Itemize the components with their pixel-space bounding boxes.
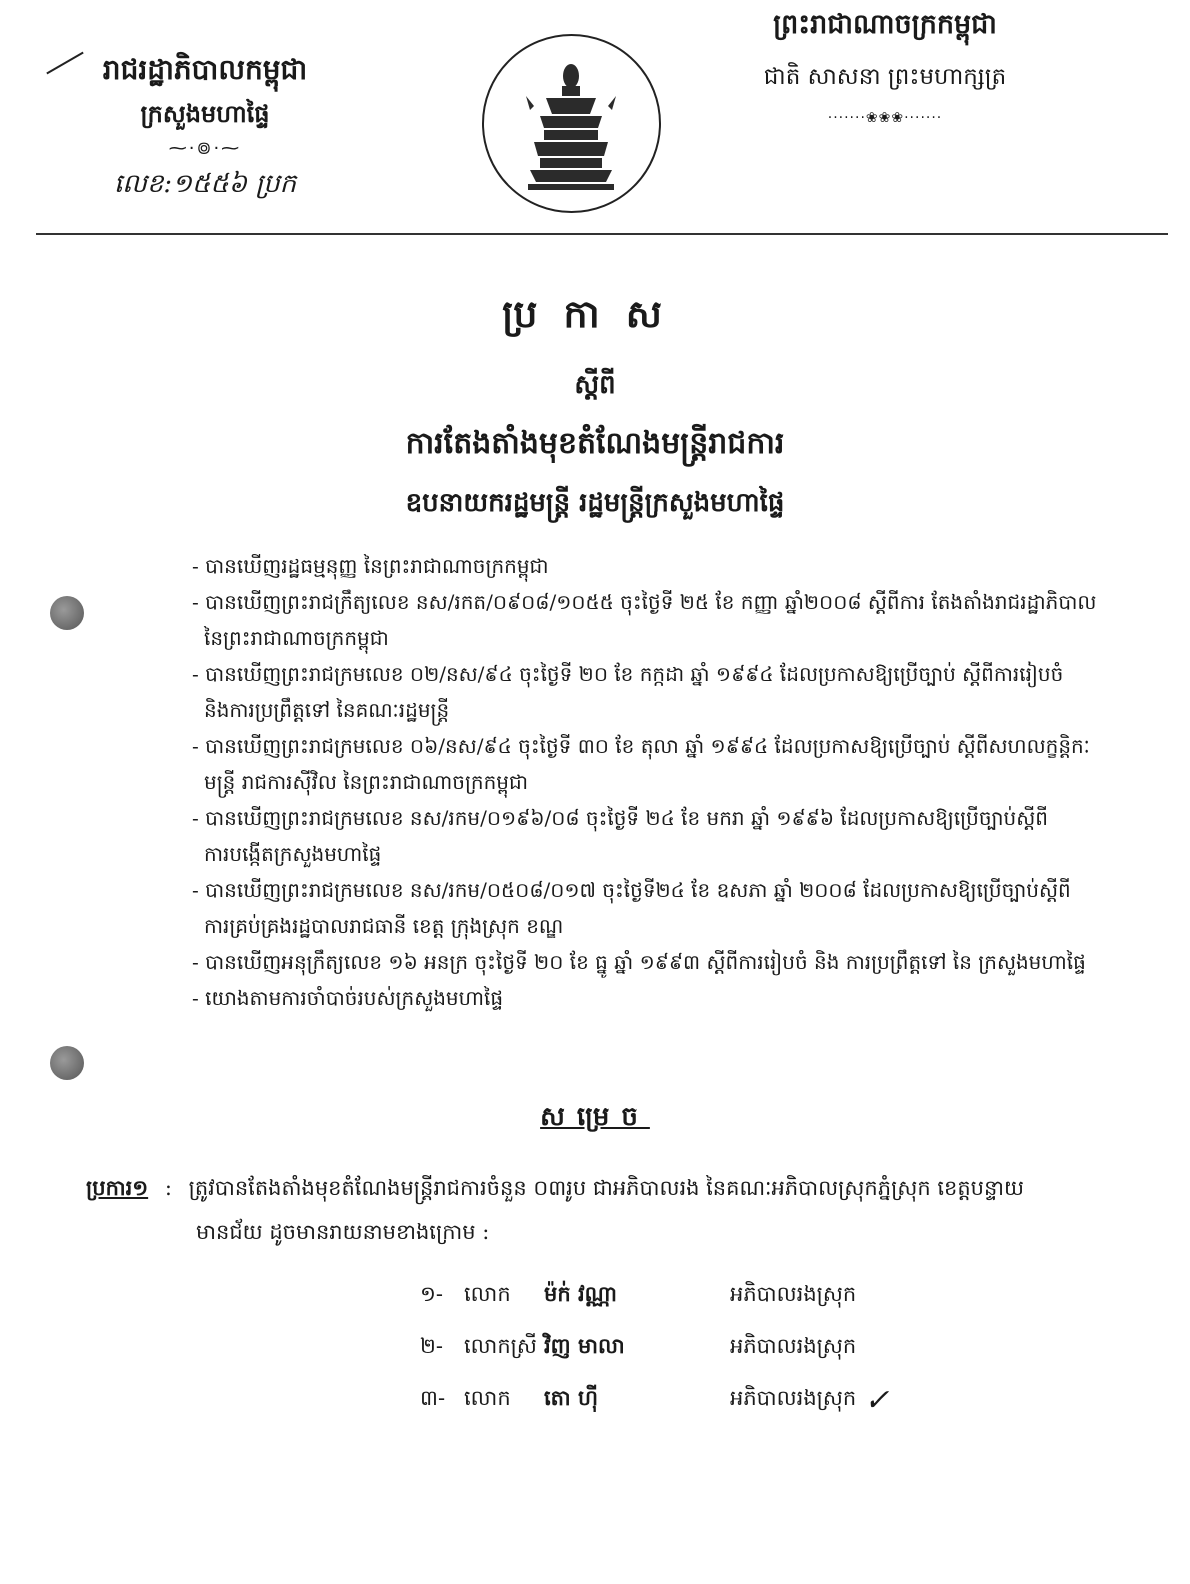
preamble-item: - បានឃើញអនុក្រឹត្យលេខ ១៦ អនក្រ ចុះថ្ងៃទី ២០ ខែ ធ្នូ ឆ្នាំ ១៩៩៣ ស្តីពីការរៀបចំ និង ការប្រព្រឹត្តទៅ នៃ ក្រសួងមហាផ្ទៃ — [192, 950, 1086, 974]
preamble-item-continuation: ការគ្រប់គ្រងរដ្ឋបាលរាជធានី ខេត្ត ក្រុងស្រុក ខណ្ឌ — [204, 914, 564, 938]
preamble-item-continuation: មន្ត្រី រាជការស៊ីវិល នៃព្រះរាជាណាចក្រកម្ពុជា — [204, 770, 529, 794]
appointee-number: ៣- — [420, 1385, 446, 1410]
preamble-list — [192, 548, 1132, 1016]
royal-emblem-icon — [484, 36, 659, 211]
appointee-list — [420, 1270, 980, 1426]
government-name: រាជរដ្ឋាភិបាលកម្ពុជា — [102, 53, 308, 86]
appointee-number: ១- — [420, 1281, 443, 1306]
appointee-title: លោក — [464, 1281, 511, 1306]
document-type-title: ប្រកាស — [502, 291, 688, 336]
title-block — [0, 290, 1190, 524]
appointee-name: តោ ហ៊ី — [544, 1384, 598, 1410]
binder-hole-top — [50, 596, 84, 630]
preamble-item: - បានឃើញព្រះរាជក្រមលេខ ០២/នស/៩៤ ចុះថ្ងៃទី ២០ ខែ កក្កដា ឆ្នាំ ១៩៩៤ ដែលប្រកាសឱ្យប្រើច្បាប់ ស្តីពីការរៀបចំ — [192, 662, 1064, 686]
preamble-item: - បានឃើញព្រះរាជក្រមលេខ នស/រកម/០៥០៨/០១៧ ចុះថ្ងៃទី២៤ ខែ ឧសភា ឆ្នាំ ២០០៨ ដែលប្រកាសឱ្យប្រើច្បាប់ស្តីពី — [192, 878, 1071, 902]
ministry-name: ក្រសួងមហាផ្ទៃ — [140, 99, 270, 128]
appointee-row — [420, 1374, 980, 1426]
left-header — [60, 52, 350, 205]
appointee-row — [420, 1270, 980, 1322]
header-ornament-right: ·······❀❀❀······· — [827, 110, 943, 126]
header-divider — [36, 233, 1168, 235]
appointee-title: លោក — [464, 1385, 511, 1410]
article-1-colon: : — [164, 1176, 172, 1200]
appointee-row — [420, 1322, 980, 1374]
preamble-item: - បានឃើញព្រះរាជក្រមលេខ នស/រកម/០១៩៦/០៨ ចុះថ្ងៃទី ២៤ ខែ មករា ឆ្នាំ ១៩៩៦ ដែលប្រកាសឱ្យប្រើច្បាប់ស្តីពី — [192, 806, 1048, 830]
title-about: ស្តីពី — [574, 370, 616, 400]
national-motto: ជាតិ សាសនា ព្រះមហាក្សត្រ — [763, 64, 1007, 90]
appointee-name: វិញ មាលា — [544, 1332, 625, 1358]
appointee-position: អភិបាលរងស្រុក — [730, 1333, 857, 1358]
preamble-item: - បានឃើញរដ្ឋធម្មនុញ្ញ នៃព្រះរាជាណាចក្រកម្ពុជា — [192, 554, 549, 578]
appointee-number: ២- — [420, 1333, 443, 1358]
handwritten-check-mark: ✓ — [864, 1382, 890, 1418]
preamble-item: - បានឃើញព្រះរាជក្រឹត្យលេខ នស/រកត/០៩០៨/១០៥៥ ចុះថ្ងៃទី ២៥ ខែ កញ្ញា ឆ្នាំ២០០៨ ស្តីពីការ តែងតាំងរាជរដ្ឋាភិបាល — [192, 590, 1097, 614]
header-ornament-left: ⁓·៙·⁓ — [168, 138, 242, 159]
appointee-name: ម៉ក់ វណ្ណា — [544, 1280, 617, 1306]
title-issuer: ឧបនាយករដ្ឋមន្ត្រី រដ្ឋមន្ត្រីក្រសួងមហាផ្ទៃ — [405, 488, 785, 518]
right-header — [720, 8, 1050, 126]
preamble-item: - យោងតាមការចាំបាច់របស់ក្រសួងមហាផ្ទៃ — [192, 986, 504, 1010]
appointee-position: អភិបាលរងស្រុក — [730, 1281, 857, 1306]
preamble-item-continuation: នៃព្រះរាជាណាចក្រកម្ពុជា — [204, 626, 389, 650]
article-1-label: ប្រការ១ — [86, 1175, 149, 1200]
decision-heading-wrap — [0, 1100, 1190, 1138]
title-topic: ការតែងតាំងមុខតំណែងមន្ត្រីរាជការ — [405, 426, 785, 461]
article-1-text-cont: មានជ័យ ដូចមានរាយនាមខាងក្រោម : — [196, 1220, 490, 1244]
preamble-item-continuation: ការបង្កើតក្រសួងមហាផ្ទៃ — [204, 842, 382, 866]
appointee-position: អភិបាលរងស្រុក — [730, 1385, 857, 1410]
kingdom-name: ព្រះរាជាណាចក្រកម្ពុជា — [773, 9, 997, 40]
preamble-item: - បានឃើញព្រះរាជក្រមលេខ ០៦/នស/៩៤ ចុះថ្ងៃទី ៣០ ខែ តុលា ឆ្នាំ ១៩៩៤ ដែលប្រកាសឱ្យប្រើច្បាប់ ស្តីពីសហលក្ខន្តិកៈ — [192, 734, 1090, 758]
article-1-text: ត្រូវបានតែងតាំងមុខតំណែងមន្ត្រីរាជការចំនួន ០៣រូប ជាអភិបាលរង នៃគណៈអភិបាលស្រុកភ្នំស្រុក ខេត្តបន្ទាយ — [188, 1176, 1024, 1200]
royal-emblem — [482, 34, 661, 213]
binder-hole-bottom — [50, 1046, 84, 1080]
reference-number: លេខ:១៥៥៦ ប្រក — [113, 169, 297, 199]
article-1 — [86, 1166, 1136, 1254]
decision-heading: សម្រេច — [540, 1102, 650, 1132]
preamble-item-continuation: និងការប្រព្រឹត្តទៅ នៃគណៈរដ្ឋមន្ត្រី — [204, 698, 450, 722]
appointee-title: លោកស្រី — [464, 1333, 537, 1358]
